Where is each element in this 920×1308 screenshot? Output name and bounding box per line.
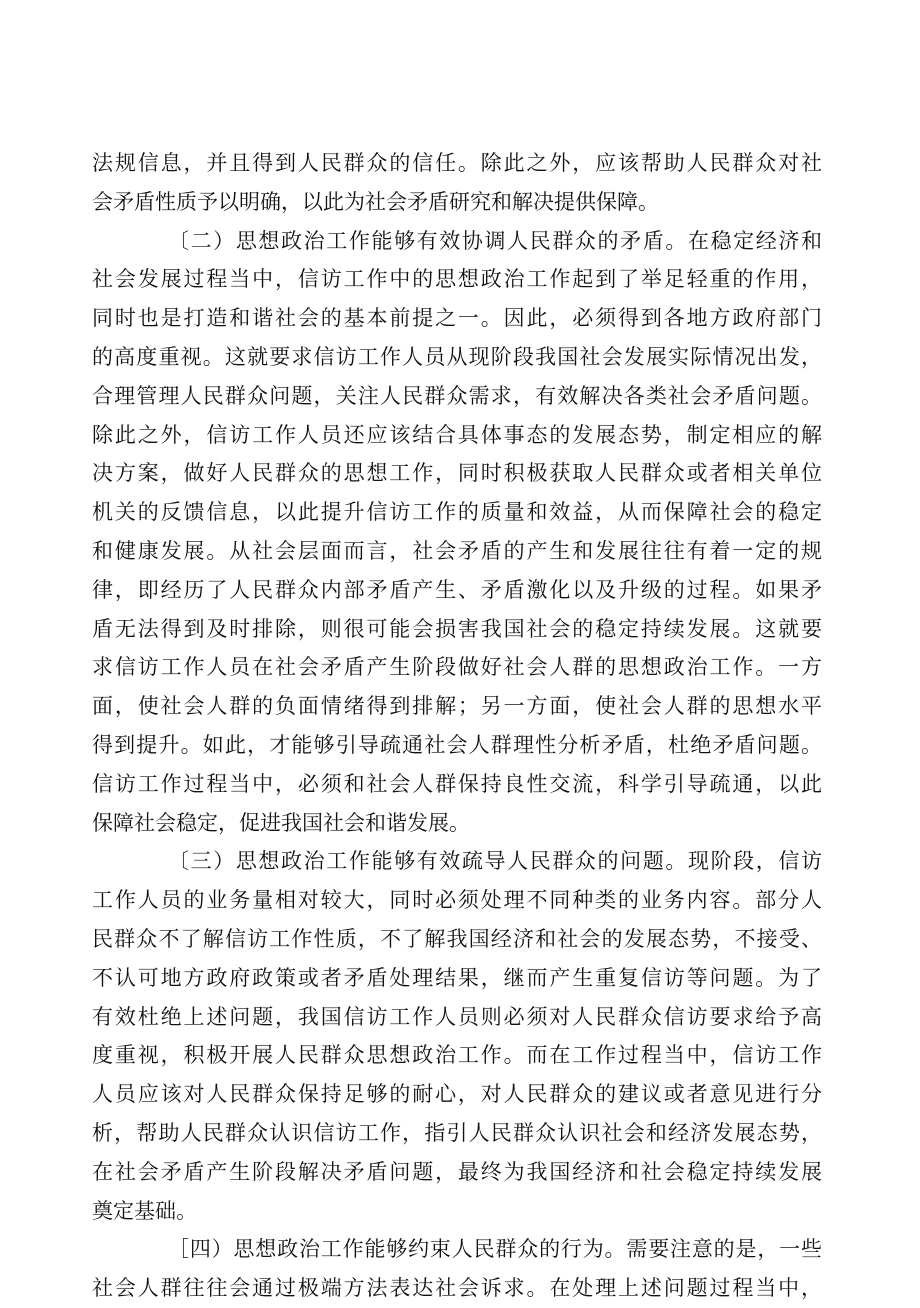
text-line: 民群众不了解信访工作性质，不了解我国经济和社会的发展态势，不接受、 xyxy=(92,926,822,951)
text-line: 不认可地方政府政策或者矛盾处理结果，继而产生重复信访等问题。为了 xyxy=(92,965,822,990)
text-line: 求信访工作人员在社会矛盾产生阶段做好社会人群的思想政治工作。一方 xyxy=(92,655,822,680)
text-line: 盾无法得到及时排除，则很可能会损害我国社会的稳定持续发展。这就要 xyxy=(92,616,822,641)
text-line: 会矛盾性质予以明确，以此为社会矛盾研究和解决提供保障。 xyxy=(92,189,659,214)
text-line: 律，即经历了人民群众内部矛盾产生、矛盾激化以及升级的过程。如果矛 xyxy=(92,577,822,602)
text-line: 社会人群往往会通过极端方法表达社会诉求。在处理上述问题过程当中， xyxy=(92,1276,822,1301)
text-line: 法规信息，并且得到人民群众的信任。除此之外，应该帮助人民群众对社 xyxy=(92,151,822,175)
text-line: 面，使社会人群的负面情绪得到排解；另一方面，使社会人群的思想水平 xyxy=(92,694,822,719)
text-line: 同时也是打造和谐社会的基本前提之一。因此，必须得到各地方政府部门 xyxy=(92,306,822,331)
text-line: 工作人员的业务量相对较大，同时必须处理不同种类的业务内容。部分人 xyxy=(92,888,822,913)
text-line: ［四）思想政治工作能够约束人民群众的行为。需要注意的是，一些 xyxy=(168,1237,822,1262)
text-line: 保障社会稳定，促进我国社会和谐发展。 xyxy=(92,810,470,835)
text-line: 有效杜绝上述问题，我国信访工作人员则必须对人民群众信访要求给予高 xyxy=(92,1004,822,1029)
text-line: 析，帮助人民群众认识信访工作，指引人民群众认识社会和经济发展态势， xyxy=(92,1120,822,1145)
text-line: 决方案，做好人民群众的思想工作，同时积极获取人民群众或者相关单位 xyxy=(92,461,822,486)
text-line: 得到提升。如此，才能够引导疏通社会人群理性分析矛盾，杜绝矛盾问题。 xyxy=(92,732,822,757)
text-line: 除此之外，信访工作人员还应该结合具体事态的发展态势，制定相应的解 xyxy=(92,422,822,447)
text-line: 机关的反馈信息，以此提升信访工作的质量和效益，从而保障社会的稳定 xyxy=(92,500,822,525)
text-line: 〔三）思想政治工作能够有效疏导人民群众的问题。现阶段，信访 xyxy=(168,849,822,874)
text-line: 社会发展过程当中，信访工作中的思想政治工作起到了举足轻重的作用， xyxy=(92,267,822,292)
text-line: 和健康发展。从社会层面而言，社会矛盾的产生和发展往往有着一定的规 xyxy=(92,538,822,563)
text-line: 在社会矛盾产生阶段解决矛盾问题，最终为我国经济和社会稳定持续发展 xyxy=(92,1159,822,1184)
body-text xyxy=(92,144,822,1308)
text-line: 合理管理人民群众问题，关注人民群众需求，有效解决各类社会矛盾问题。 xyxy=(92,383,822,408)
text-line: 的高度重视。这就要求信访工作人员从现阶段我国社会发展实际情况出发， xyxy=(92,344,822,369)
text-line: 人员应该对人民群众保持足够的耐心，对人民群众的建议或者意见进行分 xyxy=(92,1082,822,1107)
text-line: 信访工作过程当中，必须和社会人群保持良性交流，科学引导疏通，以此 xyxy=(92,771,822,796)
text-line: 度重视，积极开展人民群众思想政治工作。而在工作过程当中，信访工作 xyxy=(92,1043,822,1068)
text-line: 奠定基础。 xyxy=(92,1198,197,1223)
text-line: 〔二）思想政治工作能够有效协调人民群众的矛盾。在稳定经济和 xyxy=(168,228,822,253)
